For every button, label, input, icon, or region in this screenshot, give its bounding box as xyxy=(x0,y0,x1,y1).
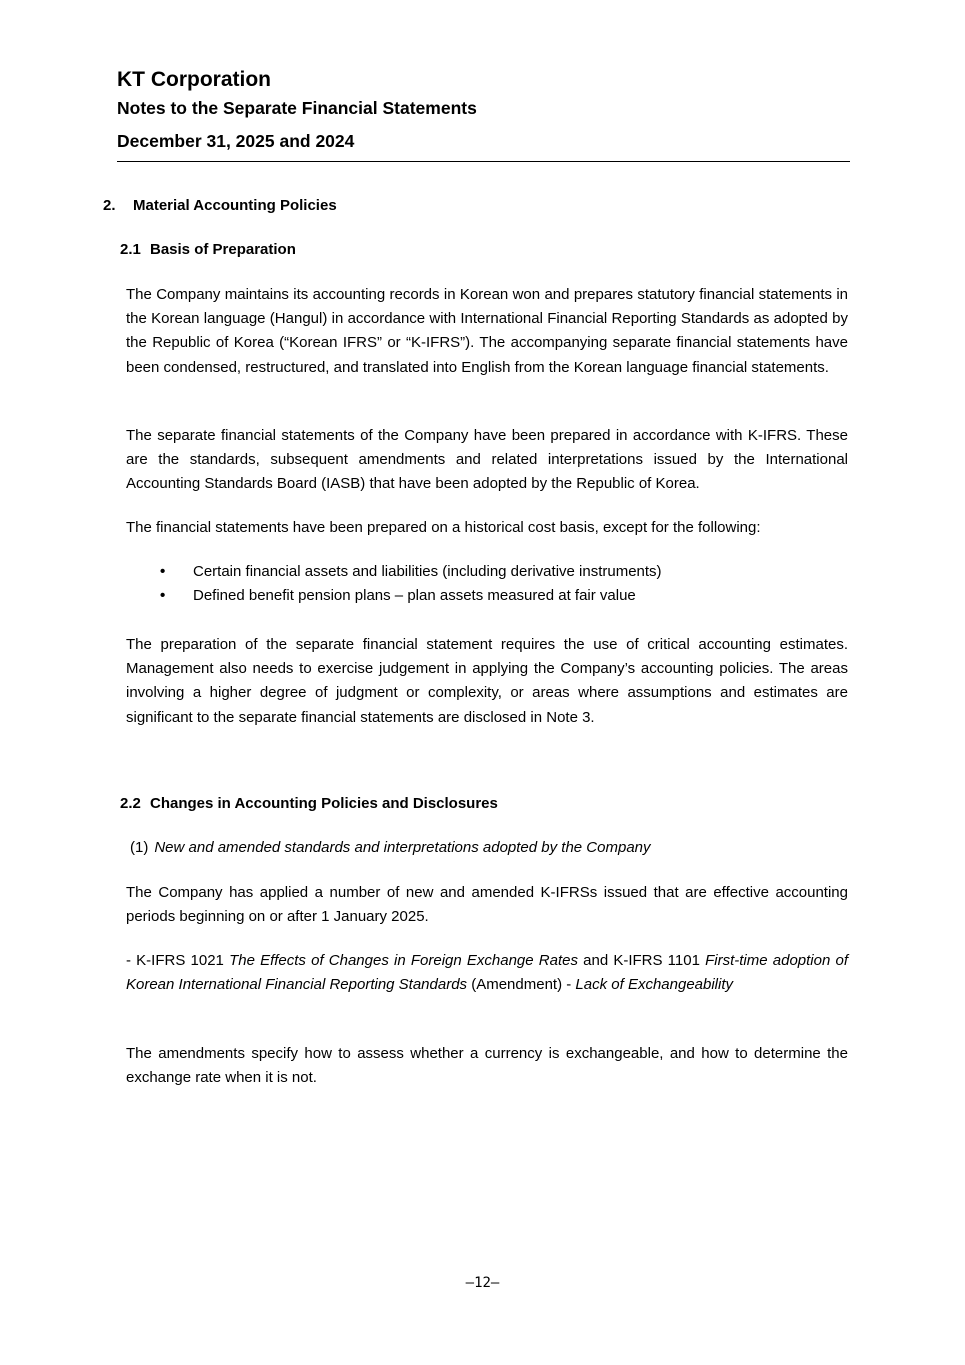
enum-label: (1) xyxy=(130,839,149,856)
reporting-period: December 31, 2025 and 2024 xyxy=(117,131,355,151)
standard-title-1101: First-time adoption of Korean International Financial Reporting Standards xyxy=(126,952,849,994)
subsection-number: 2.2 xyxy=(120,795,141,812)
section-number: 2. xyxy=(103,197,116,214)
bullet-list xyxy=(160,560,850,608)
page-number: –12– xyxy=(465,1275,500,1291)
document-header xyxy=(117,66,850,153)
enumerated-heading xyxy=(130,837,651,859)
bullet-icon: • xyxy=(160,587,166,605)
basis-paragraph-2: The separate financial statements of the Company have been prepared in accordance with K-IFRS. These are the standards, subsequent amendments and related interpretations issued by the International Accounting Standards Board (IASB) that have been adopted by the Republic of Korea. xyxy=(126,427,848,493)
bullet-icon: • xyxy=(160,563,166,580)
header-divider xyxy=(117,161,850,162)
basis-paragraph-4: The preparation of the separate financial statement requires the use of critical accounting estimates. Management also needs to exercise judgement in applying the Company’s accounting policies. The areas involving a higher degree of judgment or complexity, or areas where assumptions and estimates are significant to the separate financial statements are disclosed in Note 3. xyxy=(126,636,848,726)
subsection-number: 2.1 xyxy=(120,241,141,258)
changes-paragraph-1: The Company has applied a number of new and amended K-IFRSs issued that are effective accounting periods beginning on or after 1 January 2025. xyxy=(126,884,848,926)
document-subtitle: Notes to the Separate Financial Statements xyxy=(117,98,477,118)
list-item: • Certain financial assets and liabilities (including derivative instruments) xyxy=(160,560,850,584)
company-name: KT Corporation xyxy=(117,68,271,91)
amendment-paragraph: - K-IFRS 1021 The Effects of Changes in Foreign Exchange Rates and K-IFRS 1101 First-time adoption of Korean International Financial Reporting Standards (Amendment) - Lack of Exchangeability xyxy=(126,952,849,994)
section-heading xyxy=(103,195,337,217)
subsection-heading-basis xyxy=(120,239,296,261)
standard-title-1021: The Effects of Changes in Foreign Exchange Rates xyxy=(229,952,578,969)
basis-paragraph-3: The financial statements have been prepared on a historical cost basis, except for the following: xyxy=(126,519,761,536)
subsection-title: Changes in Accounting Policies and Disclosures xyxy=(150,795,498,812)
subsection-heading-changes xyxy=(120,793,498,815)
amendment-title: Lack of Exchangeability xyxy=(575,976,734,994)
basis-paragraph-1: The Company maintains its accounting records in Korean won and prepares statutory financial statements in the Korean language (Hangul) in accordance with International Financial Reporting Standards as adopted by the Republic of Korea (“Korean IFRS” or “K-IFRS”). The accompanying separate financial statements have been condensed, restructured, and translated into English from the Korean language financial statements. xyxy=(126,286,848,376)
changes-paragraph-2: The amendments specify how to assess whether a currency is exchangeable, and how to determine the exchange rate when it is not. xyxy=(126,1045,848,1087)
section-title: Material Accounting Policies xyxy=(133,197,337,214)
enum-title: New and amended standards and interpretations adopted by the Company xyxy=(154,839,651,856)
list-item: • Defined benefit pension plans – plan assets measured at fair value xyxy=(160,584,850,608)
subsection-title: Basis of Preparation xyxy=(150,241,296,258)
